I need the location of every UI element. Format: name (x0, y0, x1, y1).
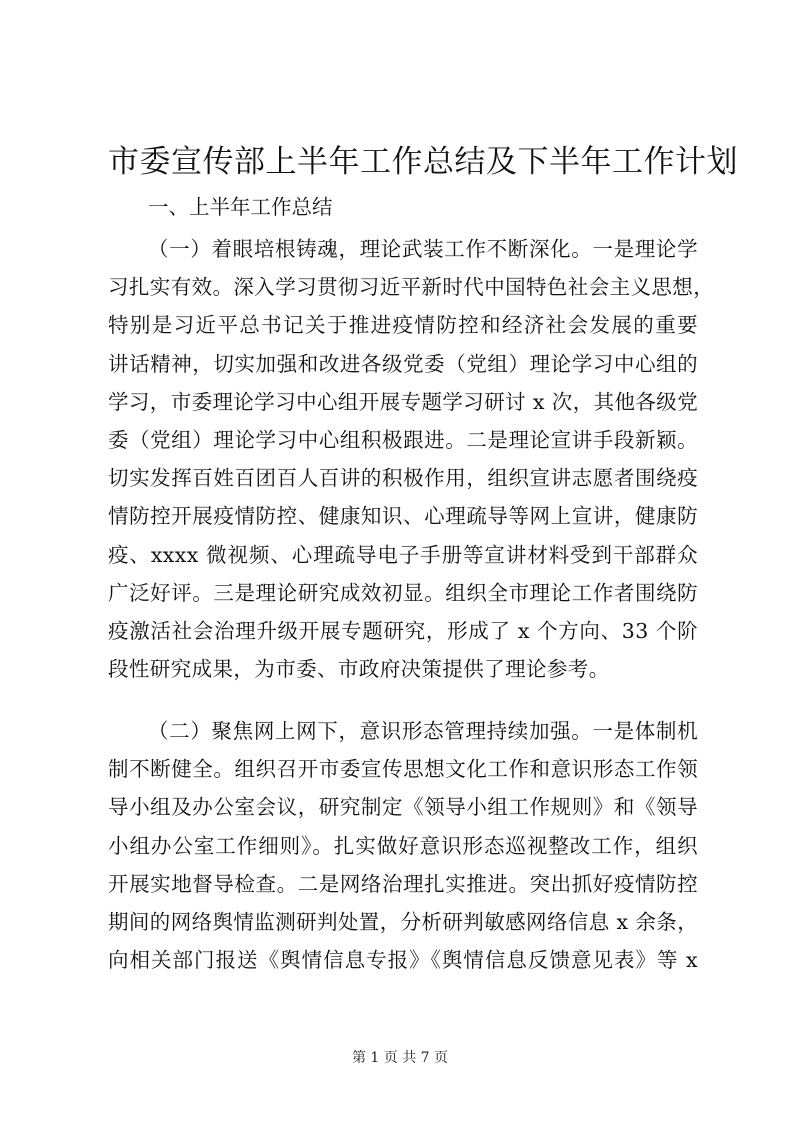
paragraph-line: （一）着眼培根铸魂，理论武装工作不断深化。一是理论学 (148, 237, 698, 261)
paragraph-line: 导小组及办公室会议，研究制定《领导小组工作规则》和《领导 (108, 795, 698, 820)
paragraph-line: 制不断健全。组织召开市委宣传思想文化工作和意识形态工作领 (108, 757, 698, 782)
paragraph-ideology-management (108, 712, 698, 979)
paragraph-line: 学习，市委理论学习中心组开展专题学习研讨 x 次，其他各级党 (108, 389, 699, 414)
section-heading: 一、上半年工作总结 (148, 195, 333, 219)
paragraph-line: 开展实地督导检查。二是网络治理扎实推进。突出抓好疫情防控 (108, 871, 698, 896)
paragraph-line: 期间的网络舆情监测研判处置，分析研判敏感网络信息 x 余条， (108, 909, 699, 934)
paragraph-line: 广泛好评。三是理论研究成效初显。组织全市理论工作者围绕防 (108, 580, 698, 605)
paragraph-line: 疫激活社会治理升级开展专题研究，形成了 x 个方向、33 个阶 (108, 618, 698, 643)
paragraph-line: 委（党组）理论学习中心组积极跟进。二是理论宣讲手段新颖。 (108, 427, 698, 452)
paragraph-line: 疫、xxxx 微视频、心理疏导电子手册等宣讲材料受到干部群众 (108, 542, 698, 567)
paragraph-line: 小组办公室工作细则》。扎实做好意识形态巡视整改工作，组织 (108, 833, 698, 858)
paragraph-line: 习扎实有效。深入学习贯彻习近平新时代中国特色社会主义思想， (108, 275, 715, 300)
paragraph-line: 段性研究成果，为市委、市政府决策提供了理论参考。 (108, 657, 610, 682)
paragraph-line: 讲话精神，切实加强和改进各级党委（党组）理论学习中心组的 (108, 351, 698, 376)
document-title: 市委宣传部上半年工作总结及下半年工作计划 (108, 144, 738, 180)
paragraph-line: 特别是习近平总书记关于推进疫情防控和经济社会发展的重要 (108, 313, 698, 338)
paragraph-line: （二）聚焦网上网下，意识形态管理持续加强。一是体制机 (148, 719, 698, 743)
paragraph-theory-work (108, 230, 715, 688)
paragraph-line: 切实发挥百姓百团百人百讲的积极作用，组织宣讲志愿者围绕疫 (108, 466, 698, 491)
paragraph-line: 情防控开展疫情防控、健康知识、心理疏导等网上宣讲，健康防 (108, 504, 698, 529)
page-number-footer: 第 1 页 共 7 页 (351, 1050, 449, 1066)
paragraph-line: 向相关部门报送《舆情信息专报》《舆情信息反馈意见表》等 x (108, 948, 698, 973)
